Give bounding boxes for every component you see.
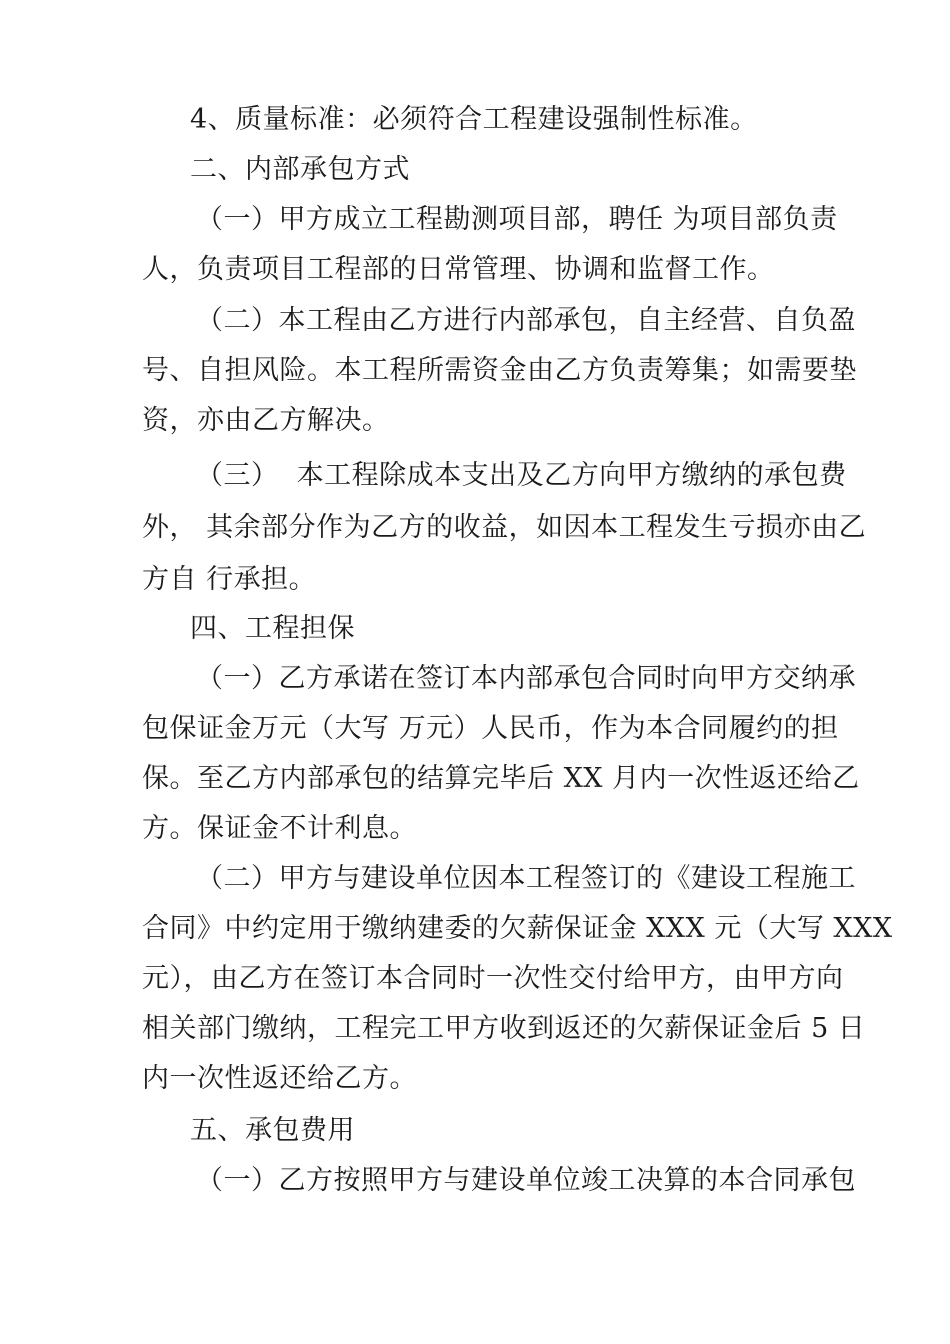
paragraph-5-line-1: （二）甲方与建设单位因本工程签订的《建设工程施工 bbox=[196, 863, 856, 894]
section-heading-guarantee: 四、工程担保 bbox=[190, 613, 355, 644]
section-heading-internal-contracting: 二、内部承包方式 bbox=[190, 154, 410, 185]
paragraph-4-line-2: 包保证金万元（大写 万元）人民币，作为本合同履约的担 bbox=[142, 713, 839, 744]
paragraph-4-line-3: 保。至乙方内部承包的结算完毕后 XX 月内一次性返还给乙 bbox=[142, 763, 860, 794]
paragraph-1-line-1: （一）甲方成立工程勘测项目部，聘任 为项目部负责 bbox=[196, 204, 838, 235]
paragraph-1-line-2: 人，负责项目工程部的日常管理、协调和监督工作。 bbox=[142, 254, 775, 285]
paragraph-2-line-1: （二）本工程由乙方进行内部承包，自主经营、自负盈 bbox=[196, 305, 856, 336]
paragraph-4-line-1: （一）乙方承诺在签订本内部承包合同时向甲方交纳承 bbox=[196, 663, 856, 694]
paragraph-4-line-4: 方。保证金不计利息。 bbox=[142, 813, 417, 844]
paragraph-5-line-4: 相关部门缴纳，工程完工甲方收到返还的欠薪保证金后 5 日 bbox=[142, 1013, 866, 1044]
paragraph-3-line-3: 方自 行承担。 bbox=[142, 564, 317, 595]
paragraph-3-line-2: 外， 其余部分作为乙方的收益，如因本工程发生亏损亦由乙 bbox=[142, 512, 867, 543]
paragraph-5-line-2: 合同》中约定用于缴纳建委的欠薪保证金 XXX 元（大写 XXX bbox=[142, 913, 893, 944]
paragraph-3-line-1: （三） 本工程除成本支出及乙方向甲方缴纳的承包费 bbox=[196, 460, 847, 491]
section-heading-contract-fees: 五、承包费用 bbox=[190, 1115, 355, 1146]
paragraph-6-line-1: （一）乙方按照甲方与建设单位竣工决算的本合同承包 bbox=[196, 1165, 856, 1196]
paragraph-2-line-3: 资，亦由乙方解决。 bbox=[142, 405, 390, 436]
paragraph-5-line-3: 元），由乙方在签订本合同时一次性交付给甲方，由甲方向 bbox=[142, 963, 844, 994]
paragraph-2-line-2: 号、自担风险。本工程所需资金由乙方负责筹集；如需要垫 bbox=[142, 355, 857, 386]
paragraph-5-line-5: 内一次性返还给乙方。 bbox=[142, 1063, 417, 1094]
quality-standard-line: 4、质量标准：必须符合工程建设强制性标准。 bbox=[190, 104, 758, 135]
